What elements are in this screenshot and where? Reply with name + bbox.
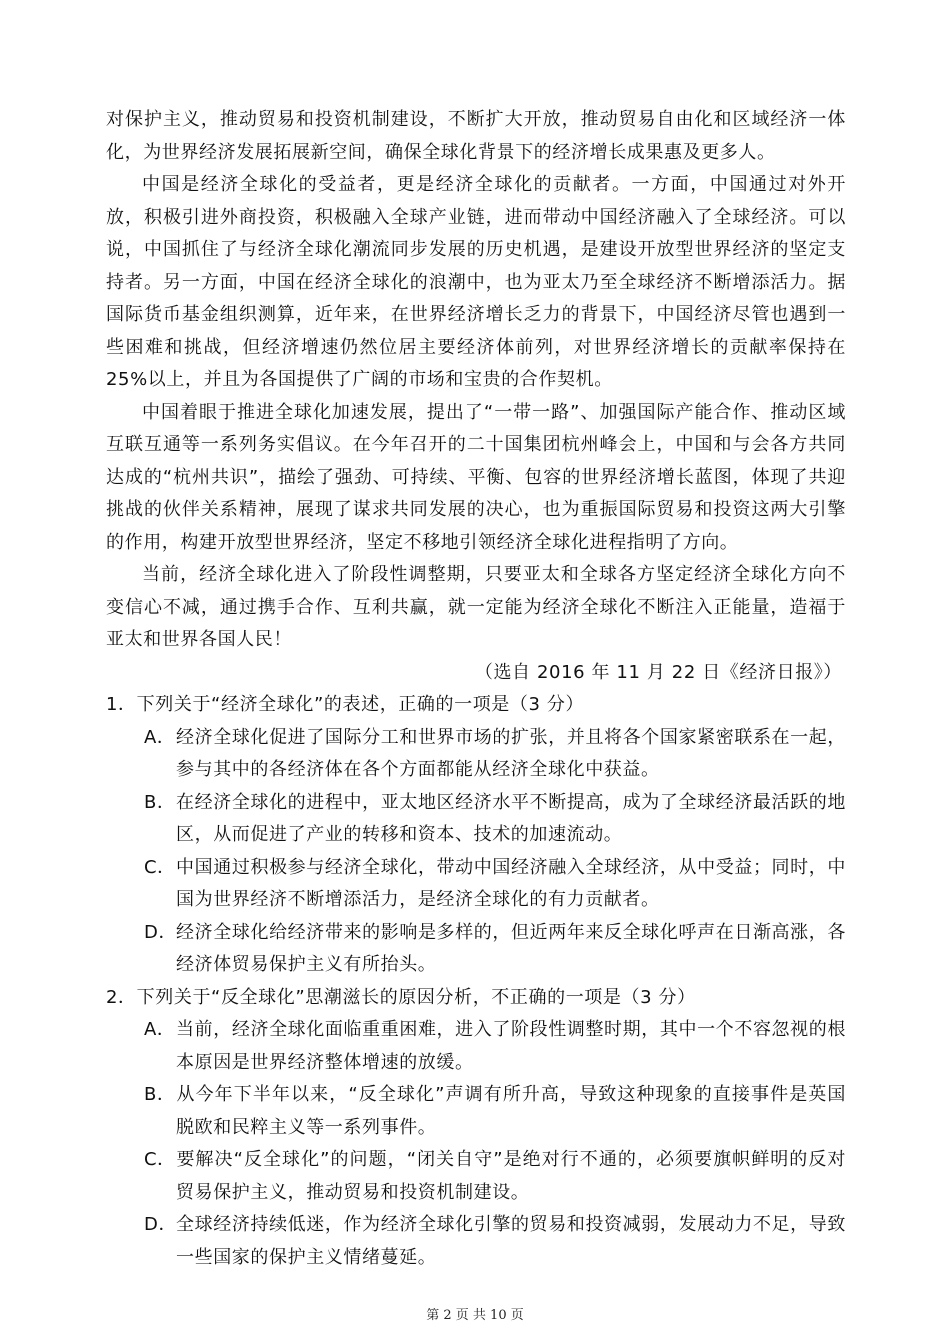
article-paragraph: 中国是经济全球化的受益者，更是经济全球化的贡献者。一方面，中国通过对外开放，积极引进外商投资，积极融入全球产业链，进而带动中国经济融入了全球经济。可以说，中国抓住了与经济全球化潮流同步发展的历史机遇，是建设开放型世界经济的坚定支持者。另一方面，中国在经济全球化的浪潮中，也为亚太乃至全球经济不断增添活力。据国际货币基金组织测算，近年来，在世界经济增长乏力的背景下，中国经济尽管也遇到一些困难和挑战，但经济增速仍然位居主要经济体前列，对世界经济增长的贡献率保持在25%以上，并且为各国提供了广阔的市场和宝贵的合作契机。 xyxy=(106,174,846,390)
option-text: 经济全球化促进了国际分工和世界市场的扩张，并且将各个国家紧密联系在一起，参与其中的各经济体在各个方面都能从经济全球化中获益。 xyxy=(176,726,846,780)
option-text: 从今年下半年以来，“反全球化”声调有所升高，导致这种现象的直接事件是英国脱欧和民粹主义等一系列事件。 xyxy=(176,1084,846,1138)
article-paragraph: 中国着眼于推进全球化加速发展，提出了“一带一路”、加强国际产能合作、推动区域互联互通等一系列务实倡议。在今年召开的二十国集团杭州峰会上，中国和与会各方共同达成的“杭州共识”，描绘了强劲、可持续、平衡、包容的世界经济增长蓝图，体现了共迎挑战的伙伴关系精神，展现了谋求共同发展的决心，也为重振国际贸易和投资这两大引擎的作用，构建开放型世界经济，坚定不移地引领经济全球化进程指明了方向。 xyxy=(106,401,846,553)
option-text: 全球经济持续低迷，作为经济全球化引擎的贸易和投资减弱，发展动力不足，导致一些国家的保护主义情绪蔓延。 xyxy=(176,1214,846,1268)
option-letter: C． xyxy=(144,1149,176,1170)
option-a xyxy=(106,1014,846,1079)
option-text: 中国通过积极参与经济全球化，带动中国经济融入全球经济，从中受益；同时，中国为世界经济不断增添活力，是经济全球化的有力贡献者。 xyxy=(176,856,846,910)
article-source: （选自 2016 年 11 月 22 日《经济日报》） xyxy=(474,661,842,683)
option-c xyxy=(106,852,846,917)
option-letter: B． xyxy=(144,791,176,813)
option-text: 要解决“反全球化”的问题，“闭关自守”是绝对行不通的，必须要旗帜鲜明的反对贸易保护主义，推动贸易和投资机制建设。 xyxy=(176,1149,846,1203)
option-a xyxy=(106,722,846,787)
option-text: 经济全球化给经济带来的影响是多样的，但近两年来反全球化呼声在日渐高涨，各经济体贸易保护主义有所抬头。 xyxy=(176,921,846,975)
question-stem: 1．下列关于“经济全球化”的表述，正确的一项是（3 分） xyxy=(106,694,585,715)
question-2 xyxy=(106,982,846,1275)
option-letter: A． xyxy=(144,726,176,748)
option-b xyxy=(106,1079,846,1144)
option-d xyxy=(106,1209,846,1274)
option-text: 当前，经济全球化面临重重困难，进入了阶段性调整时期，其中一个不容忽视的根本原因是世界经济整体增速的放缓。 xyxy=(176,1019,846,1073)
question-1 xyxy=(106,689,846,982)
option-text: 在经济全球化的进程中，亚太地区经济水平不断提高，成为了全球经济最活跃的地区，从而促进了产业的转移和资本、技术的加速流动。 xyxy=(176,791,846,845)
article-paragraph: 当前，经济全球化进入了阶段性调整期，只要亚太和全球各方坚定经济全球化方向不变信心不减，通过携手合作、互利共赢，就一定能为经济全球化不断注入正能量，造福于亚太和世界各国人民！ xyxy=(106,564,846,650)
option-letter: B． xyxy=(144,1084,176,1105)
option-d xyxy=(106,917,846,982)
option-letter: A． xyxy=(144,1019,176,1040)
article-paragraph: 对保护主义，推动贸易和投资机制建设，不断扩大开放，推动贸易自由化和区域经济一体化，为世界经济发展拓展新空间，确保全球化背景下的经济增长成果惠及更多人。 xyxy=(106,109,846,163)
option-c xyxy=(106,1144,846,1209)
page-footer: 第 2 页 共 10 页 xyxy=(426,1308,524,1323)
option-b xyxy=(106,787,846,852)
option-letter: D． xyxy=(144,1214,178,1235)
question-stem: 2．下列关于“反全球化”思潮滋长的原因分析，不正确的一项是（3 分） xyxy=(106,986,696,1008)
article-body xyxy=(106,104,846,1274)
option-letter: D． xyxy=(144,921,178,943)
option-letter: C． xyxy=(144,856,176,878)
